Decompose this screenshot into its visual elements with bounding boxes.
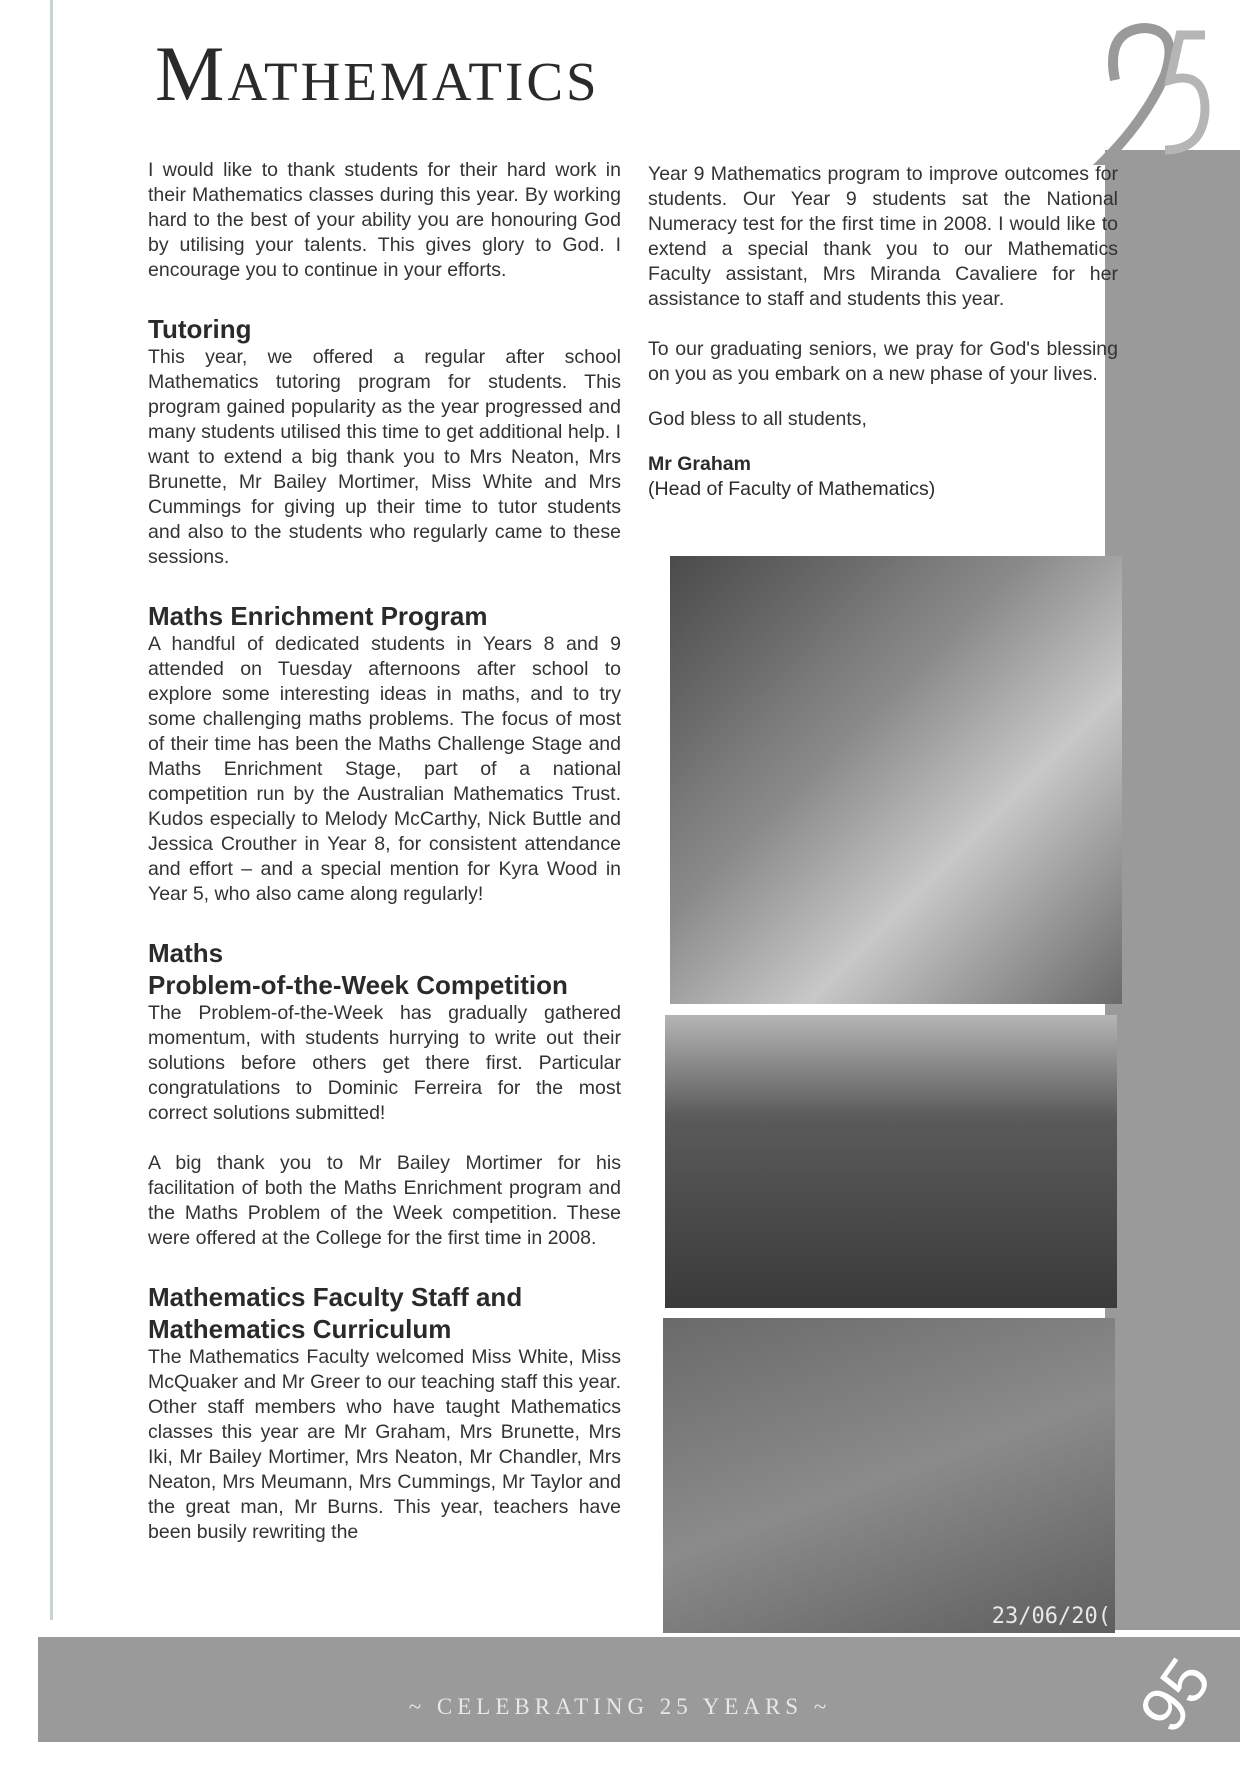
footer-band bbox=[38, 1637, 1240, 1742]
section-heading: Maths bbox=[148, 938, 224, 968]
right-column bbox=[648, 162, 1118, 502]
continuation-paragraph: Year 9 Mathematics program to improve outcomes for students. Our Year 9 students sat the National Numeracy test for the first time in 2008. I would like to extend a special thank you to our Mathematics Faculty assistant, Mrs Miranda Cavaliere for her assistance to staff and students this year. bbox=[648, 163, 1118, 310]
intro-paragraph: I would like to thank students for their hard work in their Mathematics classes during this year. By working hard to the best of your ability you are honouring God by utilising your talents. This gives glory to God. I encourage you to continue in your efforts. bbox=[148, 159, 621, 281]
photo-student-measuring-wheel bbox=[663, 1318, 1115, 1633]
section-heading: Problem-of-the-Week Competition bbox=[148, 970, 568, 1000]
seniors-paragraph: To our graduating seniors, we pray for God's blessing on you as you embark on a new phase of your lives. bbox=[648, 338, 1118, 385]
section-body: A handful of dedicated students in Years 8 and 9 attended on Tuesday afternoons after school to explore some interesting ideas in maths, and to try some challenging maths problems. The focus of most of their time has been the Maths Challenge Stage and Maths Enrichment Stage, part of a national competition run by the Australian Mathematics Trust. Kudos especially to Melody McCarthy, Nick Buttle and Jessica Crouther in Year 8, for consistent attendance and effort – and a special mention for Kyra Wood in Year 5, who also came along regularly! bbox=[148, 633, 621, 905]
signature-name: Mr Graham bbox=[648, 453, 751, 475]
section-heading: Maths Enrichment Program bbox=[148, 601, 488, 631]
left-column bbox=[148, 158, 621, 1575]
photo-students-group bbox=[665, 1015, 1117, 1308]
section-heading: Mathematics Faculty Staff and Mathematics Curriculum bbox=[148, 1282, 523, 1344]
section-body: A big thank you to Mr Bailey Mortimer for his facilitation of both the Maths Enrichment program and the Maths Problem of the Week competition. These were offered at the College for the first time in 2008. bbox=[148, 1152, 621, 1249]
intro-block bbox=[148, 158, 621, 283]
blessing-line: God bless to all students, bbox=[648, 408, 867, 430]
page-number: 95 bbox=[1125, 1645, 1225, 1745]
section-body: This year, we offered a regular after school Mathematics tutoring program for students. This program gained popularity as the year progressed and many students utilised this time to get additional help. I want to extend a big thank you to Mrs Neaton, Mrs Brunette, Mr Bailey Mortimer, Miss White and Mrs Cummings for giving up their time to tutor students and also to the students who regularly came to these sessions. bbox=[148, 346, 621, 568]
tutoring-section bbox=[148, 313, 621, 570]
page-title: Mathematics bbox=[155, 30, 600, 117]
section-heading: Tutoring bbox=[148, 314, 252, 344]
signature-role: (Head of Faculty of Mathematics) bbox=[648, 478, 936, 500]
footer-text: ~ CELEBRATING 25 YEARS ~ bbox=[408, 1694, 832, 1719]
page-edge-line bbox=[50, 0, 53, 1620]
problem-of-week-section bbox=[148, 937, 621, 1251]
photo-student-with-calculator bbox=[670, 556, 1122, 1004]
section-body: The Mathematics Faculty welcomed Miss White, Miss McQuaker and Mr Greer to our teaching staff this year. Other staff members who have taught Mathematics classes this year are Mr Graham, Mrs Brunette, Mrs Iki, Mr Bailey Mortimer, Mrs Neaton, Mr Chandler, Mrs Neaton, Mrs Meumann, Mrs Cummings, Mr Taylor and the great man, Mr Burns. This year, teachers have been busily rewriting the bbox=[148, 1346, 621, 1543]
side-band bbox=[1105, 150, 1240, 1630]
photo-date-stamp: 23/06/20( bbox=[991, 1604, 1111, 1629]
faculty-section bbox=[148, 1281, 621, 1545]
enrichment-section bbox=[148, 600, 621, 907]
section-body: The Problem-of-the-Week has gradually gathered momentum, with students hurrying to write out their solutions before others get there first. Particular congratulations to Dominic Ferreira for the most correct solutions submitted! bbox=[148, 1002, 621, 1124]
